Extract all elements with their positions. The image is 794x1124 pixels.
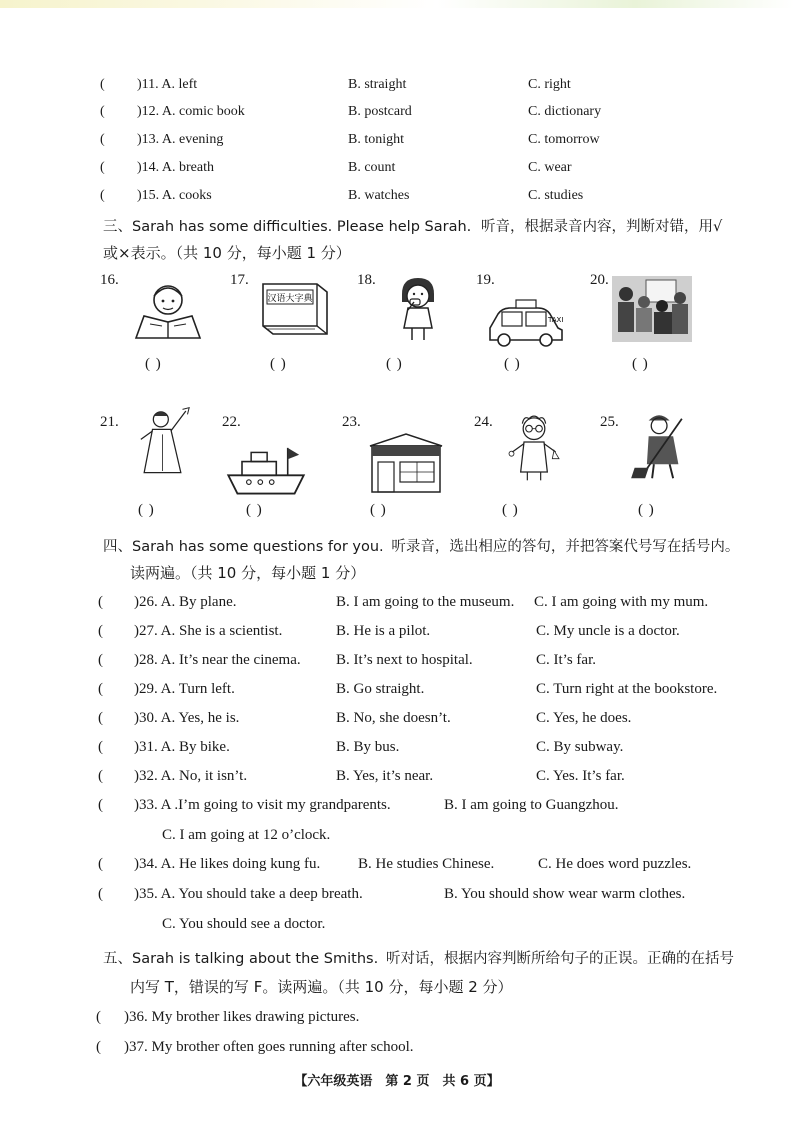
option-b: B. postcard [348,104,412,119]
section-5-title: 五、Sarah is talking about the Smiths. [103,951,379,967]
answer-paren[interactable]: ( [100,77,105,92]
option-a: )12. A. comic book [137,104,245,119]
option-a: )30. A. Yes, he is. [134,710,240,726]
answer-blank-16[interactable]: ( ) [145,356,162,372]
answer-blank-22[interactable]: ( ) [246,502,263,518]
answer-paren[interactable]: ( [98,681,103,697]
option-c: C. My uncle is a doctor. [536,623,680,639]
section-5-instruction-cn: 听对话，根据内容判断所给句子的正误。正确的在括号 [385,951,734,967]
option-a: )29. A. Turn left. [134,681,235,697]
answer-blank-20[interactable]: ( ) [632,356,649,372]
option-b: B. tonight [348,132,405,147]
option-c: C. Turn right at the bookstore. [536,681,718,697]
option-b: B. Go straight. [336,681,425,697]
section-4-instructions [103,535,739,556]
scientist-picture [494,412,574,482]
taxi-picture [486,288,566,358]
option-a: )31. A. By bike. [134,739,230,755]
family-gathering-picture [612,274,692,344]
dictionary-picture [255,274,335,344]
option-c: C. Yes. It’s far. [536,768,625,784]
option-a: )11. A. left [137,77,198,92]
statement: )36. My brother likes drawing pictures. [124,1009,360,1025]
item-number-23: 23. [342,414,361,430]
answer-blank-25[interactable]: ( ) [638,502,655,518]
option-c: C. Yes, he does. [536,710,632,726]
option-c: C. I am going with my mum. [534,594,709,610]
ship-picture [226,438,306,508]
page-footer: 【六年级英语 第 2 页 共 6 页】 [294,1074,500,1089]
answer-blank-18[interactable]: ( ) [386,356,403,372]
answer-paren[interactable]: ( [98,623,103,639]
option-a: )14. A. breath [137,160,214,175]
shop-building-picture [366,428,446,498]
option-c: C. He does word puzzles. [538,856,692,872]
option-c: C. You should see a doctor. [162,916,326,932]
answer-paren[interactable]: ( [98,594,103,610]
answer-blank-24[interactable]: ( ) [502,502,519,518]
item-number-21: 21. [100,414,119,430]
taxi-sign: TAXI [548,316,564,324]
answer-paren[interactable]: ( [98,652,103,668]
option-b: B. Yes, it’s near. [336,768,434,784]
option-a: )15. A. cooks [137,188,212,203]
option-b: B. He is a pilot. [336,623,431,639]
option-a: )28. A. It’s near the cinema. [134,652,301,668]
street-cleaner-picture [620,410,700,480]
section-3-instruction-cn: 听音，根据录音内容，判断对错，用√ [481,219,723,235]
option-c: C. tomorrow [528,132,600,147]
child-reading-picture [128,276,208,346]
item-number-16: 16. [100,272,119,288]
option-c: C. It’s far. [536,652,596,668]
answer-blank-23[interactable]: ( ) [370,502,387,518]
option-c: C. I am going at 12 o’clock. [162,827,331,843]
scan-top-edge [0,0,794,8]
item-number-19: 19. [476,272,495,288]
section-3-instructions [103,215,722,236]
section-4-title: 四、Sarah has some questions for you. [103,539,384,555]
option-b: B. count [348,160,396,175]
option-b: B. I am going to Guangzhou. [444,797,619,813]
dancer-picture [125,406,205,476]
answer-blank-21[interactable]: ( ) [138,502,155,518]
option-c: C. By subway. [536,739,624,755]
option-a: )27. A. She is a scientist. [134,623,283,639]
item-number-18: 18. [357,272,376,288]
section-4-instruction-cn: 听录音，选出相应的答句，并把答案代号写在括号内。 [391,539,740,555]
option-b: B. By bus. [336,739,400,755]
girl-coughing-picture [378,272,458,342]
option-b: B. He studies Chinese. [358,856,495,872]
answer-paren[interactable]: ( [96,1039,101,1055]
answer-blank-17[interactable]: ( ) [270,356,287,372]
item-number-22: 22. [222,414,241,430]
option-b: B. You should show wear warm clothes. [444,886,686,902]
item-number-20: 20. [590,272,609,288]
dictionary-title: 汉语大字典 [267,294,313,304]
item-number-17: 17. [230,272,249,288]
section-3-title: 三、Sarah has some difficulties. Please help Sarah. [103,219,472,235]
option-c: C. wear [528,160,572,175]
option-b: B. straight [348,77,407,92]
option-a: )35. A. You should take a deep breath. [134,886,363,902]
answer-paren[interactable]: ( [98,797,103,813]
answer-paren[interactable]: ( [100,160,105,175]
option-b: B. It’s next to hospital. [336,652,473,668]
option-b: B. I am going to the museum. [336,594,515,610]
answer-paren[interactable]: ( [98,856,103,872]
answer-paren[interactable]: ( [98,768,103,784]
option-a: )13. A. evening [137,132,224,147]
answer-paren[interactable]: ( [96,1009,101,1025]
statement: )37. My brother often goes running after school. [124,1039,414,1055]
option-b: B. No, she doesn’t. [336,710,451,726]
section-5-instructions [103,947,734,968]
option-c: C. studies [528,188,584,203]
option-a: )34. A. He likes doing kung fu. [134,856,321,872]
option-a: )32. A. No, it isn’t. [134,768,248,784]
option-c: C. dictionary [528,104,602,119]
answer-paren[interactable]: ( [98,886,103,902]
option-b: B. watches [348,188,410,203]
section-3-scoring: 或×表示。（共 10 分，每小题 1 分） [103,244,351,262]
option-a: )26. A. By plane. [134,594,237,610]
answer-paren[interactable]: ( [100,104,105,119]
answer-paren[interactable]: ( [98,710,103,726]
answer-paren[interactable]: ( [100,132,105,147]
item-number-25: 25. [600,414,619,430]
option-c: C. right [528,77,571,92]
answer-paren[interactable]: ( [98,739,103,755]
answer-blank-19[interactable]: ( ) [504,356,521,372]
section-4-scoring: 读两遍。（共 10 分，每小题 1 分） [130,564,366,582]
option-a: )33. A .I’m going to visit my grandparents. [134,797,391,813]
item-number-24: 24. [474,414,493,430]
section-5-scoring: 内写 T，错误的写 F。读两遍。（共 10 分，每小题 2 分） [130,978,513,996]
answer-paren[interactable]: ( [100,188,105,203]
